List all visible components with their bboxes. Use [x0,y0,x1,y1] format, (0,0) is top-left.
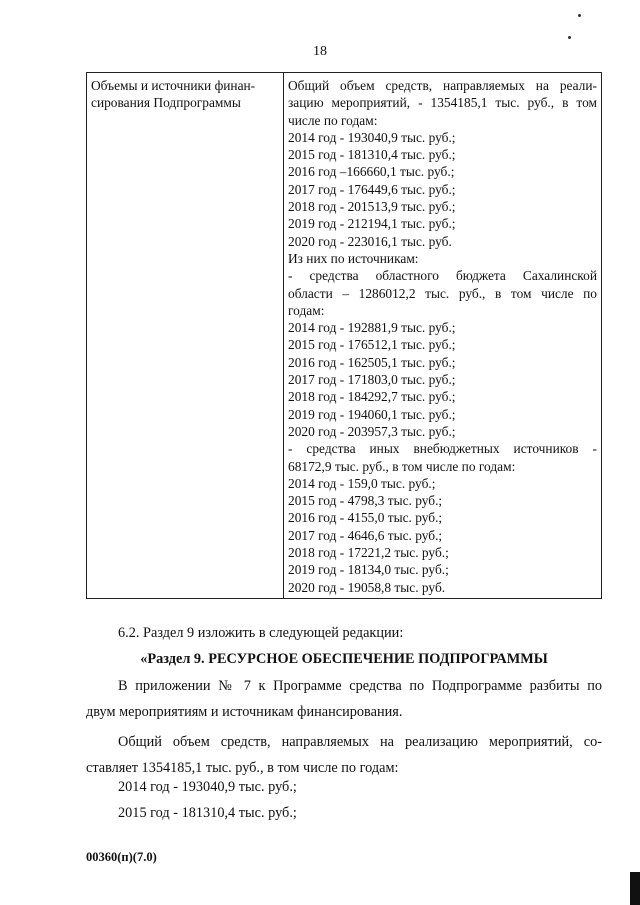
table-line: зацию мероприятий, - 1354185,1 тыс. руб., в том [288,95,597,111]
table-line: 2016 год - 162505,1 тыс. руб.; [288,354,456,370]
table-line: 2020 год - 203957,3 тыс. руб.; [288,423,456,439]
table-line: 2019 год - 212194,1 тыс. руб.; [288,216,456,232]
scan-margin-mark [630,872,640,905]
table-line: 2015 год - 4798,3 тыс. руб.; [288,493,443,509]
paragraph-line: В приложении № 7 к Программе средства по Подпрограмме разбиты по [118,678,602,694]
paragraph-amendment: 6.2. Раздел 9 изложить в следующей редакции: [118,625,404,641]
paragraph-line: двум мероприятиям и источникам финансирования. [86,704,403,720]
table-line: 2016 год –166660,1 тыс. руб.; [288,164,455,180]
year-line: 2014 год - 193040,9 тыс. руб.; [118,779,297,795]
scan-speck [578,14,581,17]
table-line: 2014 год - 192881,9 тыс. руб.; [288,320,456,336]
table-line: годам: [288,302,325,318]
table-line: 68172,9 тыс. руб., в том числе по годам: [288,458,516,474]
table-line: 2014 год - 159,0 тыс. руб.; [288,475,436,491]
table-line: числе по годам: [288,112,378,128]
paragraph-line: Общий объем средств, направляемых на реализацию мероприятий, со- [118,734,602,750]
table-label: Объемы и источники финан-сирования Подпрограммы [91,78,256,111]
paragraph-line: ставляет 1354185,1 тыс. руб., в том числе по годам: [86,760,399,776]
table-line: 2015 год - 181310,4 тыс. руб.; [288,147,456,163]
table-label-cell [87,73,284,599]
table-line: области – 1286012,2 тыс. руб., в том числе по [288,285,597,301]
table-line: 2017 год - 171803,0 тыс. руб.; [288,372,456,388]
table-line: Из них по источникам: [288,250,419,266]
table-line: 2015 год - 176512,1 тыс. руб.; [288,337,456,353]
table-line: 2016 год - 4155,0 тыс. руб.; [288,510,443,526]
table-line: 2018 год - 201513,9 тыс. руб.; [288,199,456,215]
table-content-cell [284,73,602,599]
table-line: 2017 год - 4646,6 тыс. руб.; [288,527,443,543]
table-line: 2017 год - 176449,6 тыс. руб.; [288,181,456,197]
page-number: 18 [313,44,327,59]
financing-table [86,72,602,599]
document-code: 00360(п)(7.0) [86,850,157,864]
table-row [87,73,602,599]
table-line: - средства иных внебюджетных источников - [288,441,597,457]
table-line: 2020 год - 223016,1 тыс. руб. [288,233,452,249]
year-line: 2015 год - 181310,4 тыс. руб.; [118,805,297,821]
scan-speck [568,36,571,39]
table-line: 2014 год - 193040,9 тыс. руб.; [288,129,456,145]
table-line: 2019 год - 194060,1 тыс. руб.; [288,406,456,422]
table-line: Общий объем средств, направляемых на реали- [288,78,597,93]
section-heading: «Раздел 9. РЕСУРСНОЕ ОБЕСПЕЧЕНИЕ ПОДПРОГРАММЫ [140,651,548,667]
table-line: 2019 год - 18134,0 тыс. руб.; [288,562,449,578]
table-line: 2018 год - 17221,2 тыс. руб.; [288,545,449,561]
table-line: - средства областного бюджета Сахалинской [288,268,597,284]
table-line: 2020 год - 19058,8 тыс. руб. [288,579,446,595]
table-line: 2018 год - 184292,7 тыс. руб.; [288,389,456,405]
